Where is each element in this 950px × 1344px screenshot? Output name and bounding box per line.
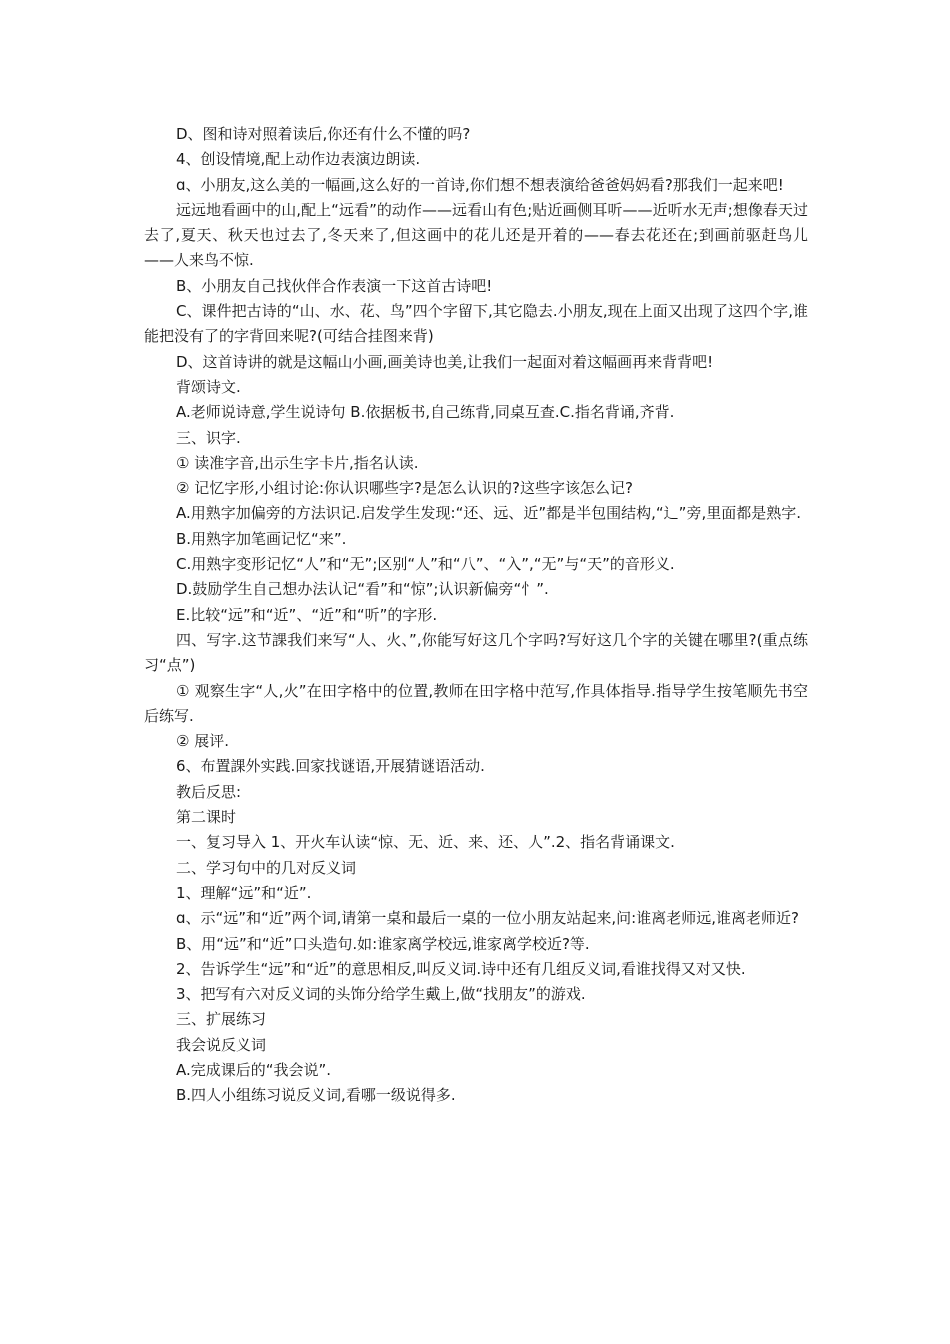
paragraph: D、图和诗对照着读后,你还有什么不懂的吗?	[176, 125, 471, 143]
paragraph: 我会说反义词	[176, 1035, 267, 1054]
section-heading: 第二课时	[176, 808, 237, 827]
paragraph: ɑ、示“远”和“近”两个词,请第一桌和最后一桌的一位小朋友站起来,问:谁离老师远,谁离老师近?	[176, 909, 799, 928]
section-heading: 三、识字.	[176, 428, 241, 447]
paragraph: C.用熟字变形记忆“人”和“无”;区别“人”和“八”、“入”,“无”与“天”的音形义.	[176, 555, 675, 574]
paragraph: ① 观察生字“人,火”在田字格中的位置,教师在田字格中范写,作具体指导.指导学生按笔顺先书空后练写.	[144, 681, 808, 725]
paragraph: ① 读准字音,出示生字卡片,指名认读.	[176, 453, 419, 472]
paragraph: 4、创设情境,配上动作边表演边朗读.	[176, 150, 421, 169]
paragraph: 一、复习导入 1、开火车认读“惊、无、近、来、还、人”.2、指名背诵课文.	[176, 833, 675, 852]
paragraph: ② 记忆字形,小组讨论:你认识哪些字?是怎么认识的?这些字该怎么记?	[176, 479, 633, 498]
paragraph: E.比较“远”和“近”、“近”和“听”的字形.	[176, 605, 438, 624]
paragraph: A.用熟字加偏旁的方法识记.启发学生发现:“还、远、近”都是半包围结构,“辶”旁,里面都是熟字.	[176, 504, 801, 523]
paragraph: C、课件把古诗的“山、水、花、鸟”四个字留下,其它隐去.小朋友,现在上面又出现了这四个字,谁能把没有了的字背回来呢?(可结合挂图来背)	[144, 302, 808, 346]
document-body	[144, 122, 808, 1109]
paragraph: 教后反思:	[176, 782, 242, 801]
paragraph: A.完成课后的“我会说”.	[176, 1060, 332, 1079]
paragraph: 3、把写有六对反义词的头饰分给学生戴上,做“找朋友”的游戏.	[176, 985, 586, 1004]
paragraph: 背颂诗文.	[176, 377, 241, 396]
paragraph: 四、写字.这节課我们来写“人、火、”,你能写好这几个字吗?写好这几个字的关键在哪里?(重点练习“点”)	[144, 630, 808, 675]
section-heading: 三、扩展练习	[176, 1010, 267, 1029]
paragraph: B、小朋友自己找伙伴合作表演一下这首古诗吧!	[176, 276, 493, 295]
paragraph: D、这首诗讲的就是这幅山小画,画美诗也美,让我们一起面对着这幅画再来背背吧!	[176, 352, 714, 371]
paragraph: 远远地看画中的山,配上“远看”的动作——远看山有色;贴近画侧耳听——近听水无声;想像春天过去了,夏天、秋天也过去了,冬天来了,但这画中的花儿还是开着的——春去花还在;到画前驱赶鸟儿——人来鸟不惊.	[144, 200, 808, 270]
paragraph: D.鼓励学生自己想办法认记“看”和“惊”;认识新偏旁“忄”.	[176, 580, 549, 599]
paragraph: B、用“远”和“近”口头造句.如:谁家离学校远,谁家离学校近?等.	[176, 934, 590, 953]
section-heading: 二、学习句中的几对反义词	[176, 858, 357, 877]
paragraph: ɑ、小朋友,这么美的一幅画,这么好的一首诗,你们想不想表演给爸爸妈妈看?那我们一起来吧!	[176, 175, 784, 194]
paragraph: 2、告诉学生“远”和“近”的意思相反,叫反义词.诗中还有几组反义词,看谁找得又对又快.	[176, 959, 746, 978]
paragraph: 1、理解“远”和“近”.	[176, 883, 312, 902]
paragraph: B.四人小组练习说反义词,看哪一级说得多.	[176, 1086, 456, 1105]
paragraph: ② 展评.	[176, 732, 229, 751]
paragraph: 6、布置課外实践.回家找谜语,开展猜谜语活动.	[176, 757, 485, 776]
paragraph: B.用熟字加笔画记忆“来”.	[176, 529, 347, 548]
paragraph: A.老师说诗意,学生说诗句 B.依据板书,自己练背,同桌互查.C.指名背诵,齐背.	[176, 403, 675, 422]
